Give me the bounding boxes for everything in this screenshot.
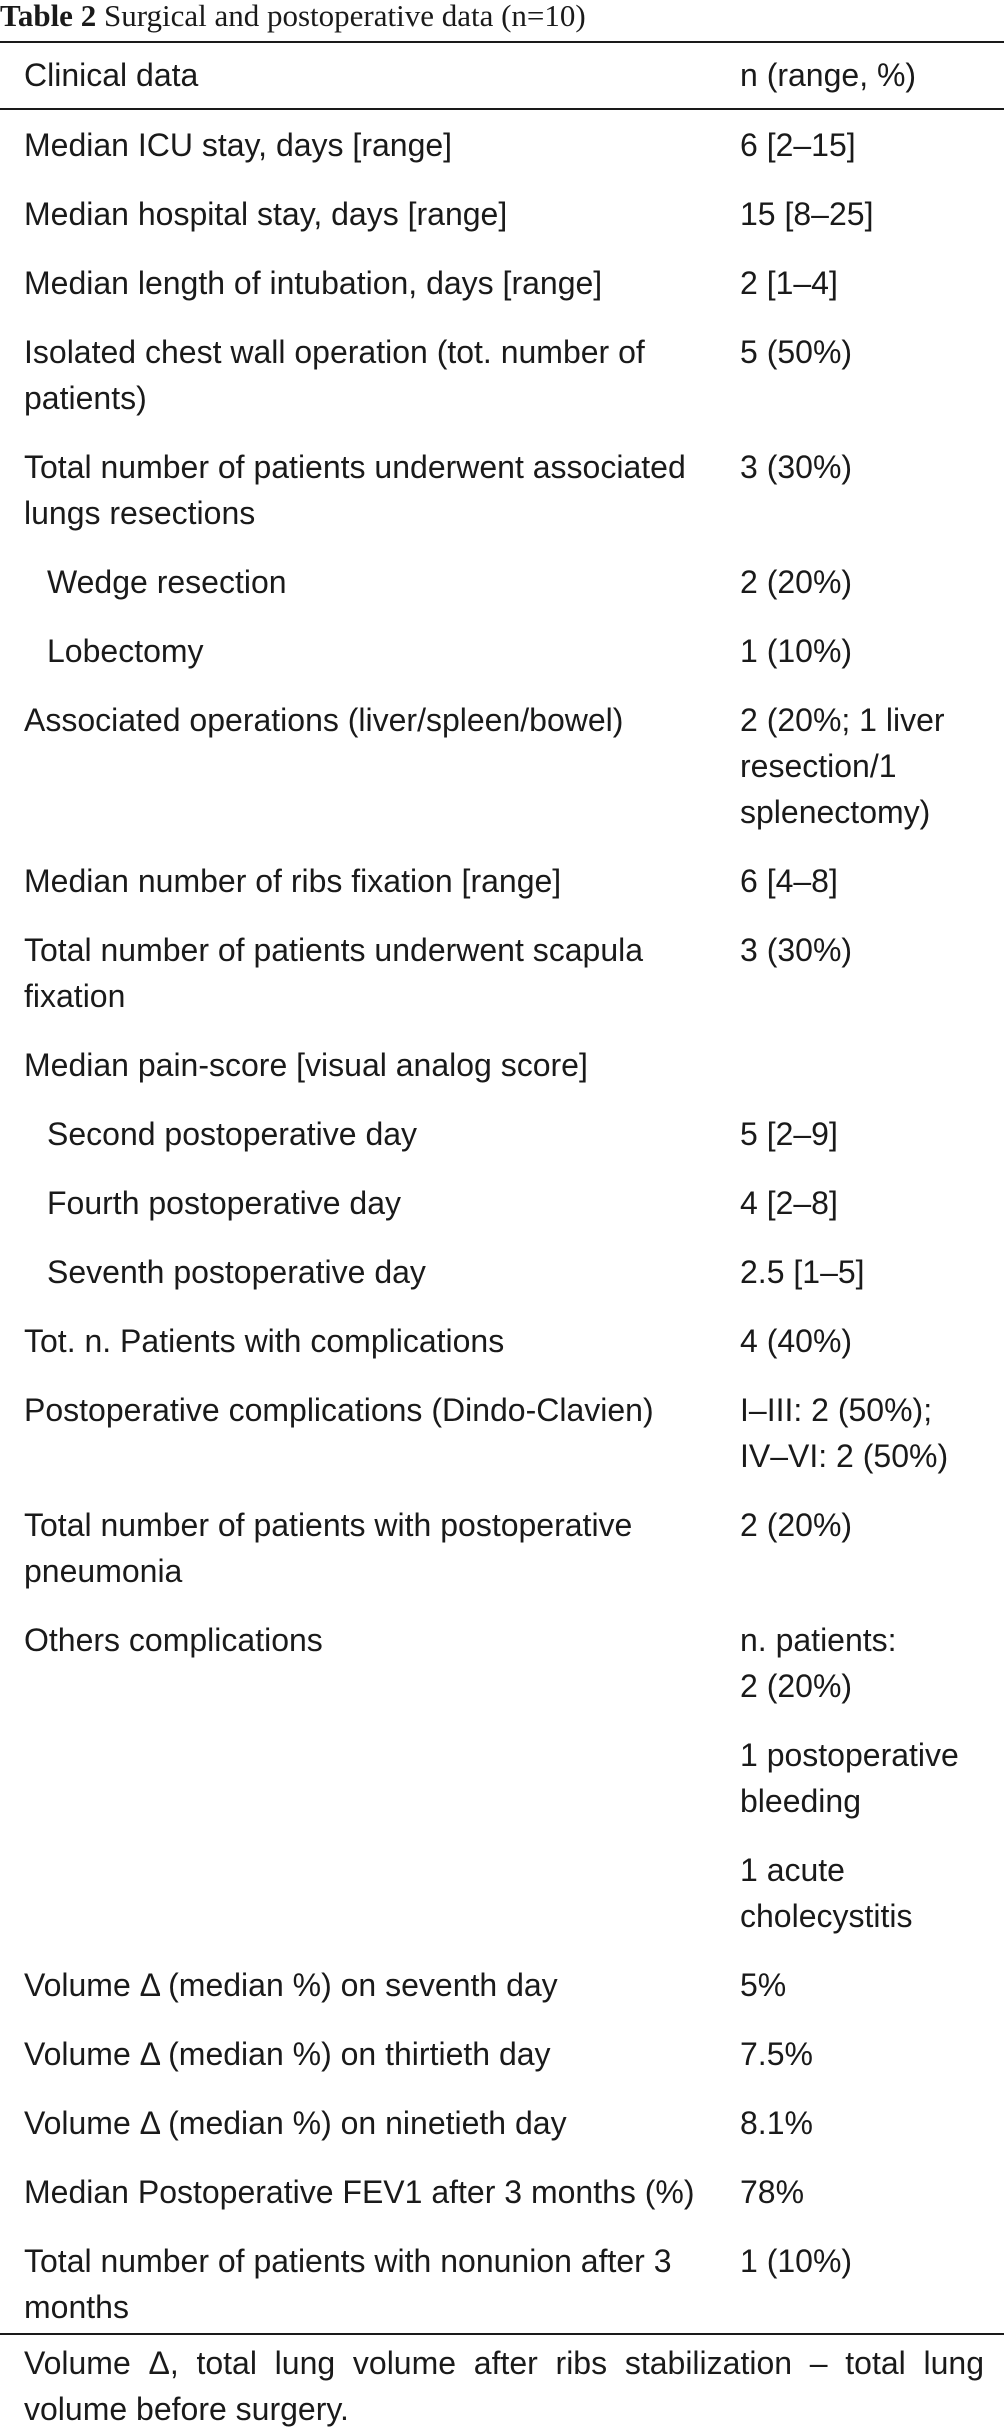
row-label-line: pneumonia — [24, 1553, 183, 1589]
row-label-line: months — [24, 2289, 129, 2325]
row-value — [740, 1180, 1004, 1226]
row-label-line: Median number of ribs fixation [range] — [24, 863, 562, 899]
row-value-line: 7.5% — [740, 2036, 813, 2072]
row-label-line: patients) — [24, 380, 147, 416]
row-value-line: 5% — [740, 1967, 787, 2003]
row-label — [24, 1387, 724, 1433]
header-rule — [0, 108, 1004, 110]
table-caption-text: Surgical and postoperative data (n=10) — [96, 0, 586, 33]
row-label — [24, 927, 724, 1019]
row-value-line: 6 [2–15] — [740, 127, 856, 163]
row-value-line: 1 postoperative — [740, 1737, 959, 1773]
table-caption — [0, 0, 1004, 40]
row-label — [24, 329, 724, 421]
row-label — [24, 1962, 724, 2008]
row-value-line: resection/1 — [740, 748, 897, 784]
row-value-line: n. patients: — [740, 1622, 897, 1658]
row-value — [740, 444, 1004, 490]
row-label — [47, 1111, 747, 1157]
row-value — [740, 1732, 1004, 1824]
row-label-line: Volume Δ (median %) on seventh day — [24, 1967, 558, 2003]
row-label — [24, 122, 724, 168]
row-value-line: 2 (20%; 1 liver — [740, 702, 945, 738]
row-value — [740, 1318, 1004, 1364]
row-label — [24, 260, 724, 306]
row-label-line: Isolated chest wall operation (tot. number of — [24, 334, 645, 370]
row-label — [24, 697, 724, 743]
row-value — [740, 329, 1004, 375]
row-label-line: fixation — [24, 978, 126, 1014]
row-label-line: Total number of patients underwent scapula — [24, 932, 644, 968]
bottom-rule — [0, 2333, 1004, 2335]
row-value — [740, 2031, 1004, 2077]
table-caption-label: Table 2 — [0, 0, 97, 33]
column-header-clinical-data: Clinical data — [24, 57, 199, 93]
row-label-line: Others complications — [24, 1622, 323, 1658]
row-value-line: splenectomy) — [740, 794, 931, 830]
row-label — [47, 1249, 747, 1295]
row-label — [24, 1502, 724, 1594]
row-label-line: Volume Δ (median %) on thirtieth day — [24, 2036, 551, 2072]
row-label-line: Lobectomy — [47, 633, 204, 669]
row-value — [740, 1111, 1004, 1157]
row-label-line: Total number of patients underwent associated — [24, 449, 686, 485]
top-rule — [0, 41, 1004, 43]
row-label — [24, 2031, 724, 2077]
row-value-line: 8.1% — [740, 2105, 813, 2141]
row-label-line: Wedge resection — [47, 564, 287, 600]
row-value-line: 1 (10%) — [740, 2243, 853, 2279]
row-value — [740, 2100, 1004, 2146]
row-value — [740, 858, 1004, 904]
row-value-line: 4 (40%) — [740, 1323, 853, 1359]
row-value — [740, 2238, 1004, 2284]
row-value-line: 4 [2–8] — [740, 1185, 838, 1221]
row-label — [24, 1042, 724, 1088]
row-label-line: Total number of patients with postoperative — [24, 1507, 633, 1543]
row-value — [740, 191, 1004, 237]
row-value-line: 2.5 [1–5] — [740, 1254, 865, 1290]
row-label-line: Median Postoperative FEV1 after 3 months (%) — [24, 2174, 695, 2210]
row-label — [47, 559, 747, 605]
row-value — [740, 1617, 1004, 1709]
row-label-line: Postoperative complications (Dindo-Clavien) — [24, 1392, 654, 1428]
row-label-line: Associated operations (liver/spleen/bowel) — [24, 702, 624, 738]
row-value-line: 5 [2–9] — [740, 1116, 838, 1152]
row-label — [24, 2238, 724, 2330]
row-value-line: 15 [8–25] — [740, 196, 874, 232]
row-value — [740, 122, 1004, 168]
row-label — [24, 444, 724, 536]
row-value-line: I–III: 2 (50%); — [740, 1392, 933, 1428]
row-value-line: 6 [4–8] — [740, 863, 838, 899]
column-header-range: n (range, %) — [740, 57, 917, 93]
row-value — [740, 1249, 1004, 1295]
row-value — [740, 1847, 1004, 1939]
row-value — [740, 559, 1004, 605]
row-label — [24, 1318, 724, 1364]
row-label-line: Median pain-score [visual analog score] — [24, 1047, 588, 1083]
row-label — [24, 858, 724, 904]
row-value-line: 1 (10%) — [740, 633, 853, 669]
row-label-line: Median ICU stay, days [range] — [24, 127, 453, 163]
row-value-line: 2 (20%) — [740, 1507, 853, 1543]
row-value-line: cholecystitis — [740, 1898, 913, 1934]
row-label — [24, 2100, 724, 2146]
row-label-line: Tot. n. Patients with complications — [24, 1323, 505, 1359]
row-value-line: 2 (20%) — [740, 564, 853, 600]
table-footnote: Volume Δ, total lung volume after ribs stabilization – total lung volume before surgery. — [24, 2345, 984, 2427]
row-label — [24, 1617, 724, 1663]
row-value — [740, 628, 1004, 674]
row-value-line: bleeding — [740, 1783, 861, 1819]
row-label-line: Seventh postoperative day — [47, 1254, 426, 1290]
row-value — [740, 260, 1004, 306]
row-value — [740, 927, 1004, 973]
row-label — [24, 2169, 724, 2215]
row-label-line: Total number of patients with nonunion after 3 — [24, 2243, 672, 2279]
row-label-line: Volume Δ (median %) on ninetieth day — [24, 2105, 567, 2141]
row-label — [47, 1180, 747, 1226]
row-label-line: Median length of intubation, days [range] — [24, 265, 603, 301]
row-value — [740, 2169, 1004, 2215]
row-value-line: 5 (50%) — [740, 334, 853, 370]
row-label — [47, 628, 747, 674]
row-label-line: lungs resections — [24, 495, 256, 531]
row-value-line: 2 [1–4] — [740, 265, 838, 301]
row-value-line: 1 acute — [740, 1852, 845, 1888]
row-value — [740, 1387, 1004, 1479]
row-value-line: IV–VI: 2 (50%) — [740, 1438, 949, 1474]
row-value-line: 78% — [740, 2174, 805, 2210]
row-label-line: Median hospital stay, days [range] — [24, 196, 508, 232]
row-value-line: 3 (30%) — [740, 449, 853, 485]
row-value — [740, 1962, 1004, 2008]
row-value-line: 3 (30%) — [740, 932, 853, 968]
row-label — [24, 191, 724, 237]
row-value — [740, 1502, 1004, 1548]
row-value-line: 2 (20%) — [740, 1668, 853, 1704]
row-label-line: Second postoperative day — [47, 1116, 418, 1152]
row-value — [740, 697, 1004, 835]
row-label-line: Fourth postoperative day — [47, 1185, 401, 1221]
